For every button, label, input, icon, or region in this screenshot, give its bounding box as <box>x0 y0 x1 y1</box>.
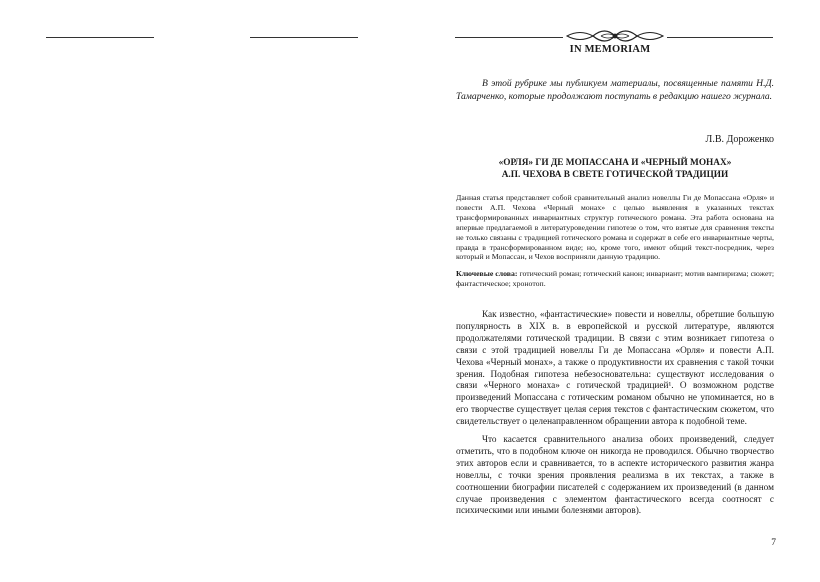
article-keywords <box>456 269 774 289</box>
article-title-line-1: «ОРЛЯ» ГИ ДЕ МОПАССАНА И «ЧЕРНЫЙ МОНАХ» <box>498 158 732 168</box>
article-title-line-2: А.П. ЧЕХОВА В СВЕТЕ ГОТИЧЕСКОЙ ТРАДИЦИИ <box>501 170 729 180</box>
left-header-rule-2 <box>250 37 358 38</box>
article-title <box>456 157 774 181</box>
ornament-icon <box>565 26 665 46</box>
section-title: IN MEMORIAM <box>569 44 651 55</box>
right-header-rule-right <box>667 37 773 38</box>
article-author: Л.В. Дороженко <box>705 134 774 145</box>
rubric-intro: В этой рубрике мы публикуем материалы, посвященные памяти Н.Д. Тамарченко, которые продолжают поступать в редакцию нашего журнала. <box>456 78 774 102</box>
body-paragraph-1: Как известно, «фантастические» повести и новеллы, обретшие большую популярность в XIX в. в европейской и русской литературе, являются продолжателями готической традиции. В связи с этим возникает гипотеза о связи с этой традицией новеллы Ги де Мопассана «Орля» и повести А.П. Чехова «Черный монах», а также о продуктивности их сравнения с такой точки зрения. Подобная гипотеза небезосновательна: существуют исследования о связи «Черного монаха» с готической традицией¹. О возможном родстве произведений Мопассана с готическим романом обычно не упоминается, но в его творчестве существует целая серия текстов с фантастическим сюжетом, что свидетельствует о целенаправленном обращении автора к подобной теме. <box>456 310 774 428</box>
keywords-text: готический роман; готический канон; инвариант; мотив вампиризма; сюжет; фантастическое; хронотоп. <box>456 269 774 288</box>
left-header-rule-1 <box>46 37 154 38</box>
right-header-rule-left <box>455 37 563 38</box>
body-paragraph-2: Что касается сравнительного анализа обоих произведений, следует отметить, что в подобном ключе он никогда не проводился. Обычно творчество этих авторов если и сравнивается, то в аспекте исторического развития жанра новеллы, с точки зрения проявления реализма в их текстах, а также в соотношении биографии писателей с содержанием их произведений (в данном случае произведения с элементом фантастического всегда соотносят с психическими или иными болезнями авторов). <box>456 435 774 517</box>
page-number: 7 <box>771 538 776 548</box>
article-abstract: Данная статья представляет собой сравнительный анализ новеллы Ги де Мопассана «Орля» и повести А.П. Чехова «Черный монах» с целью выявления в указанных текстах трансформированных инвариантных структур готического романа. Эта работа основана на впервые предлагаемой в литературоведении гипотезе о том, что взятые для сравнения тексты не только связаны с традицией готического романа и содержат в себе его инвариантные черты, правда в трансформированном виде; но, кроме того, имеют общий текст-посредник, через который и Мопассан, и Чехов восприняли данную традицию. <box>456 193 774 262</box>
keywords-label: Ключевые слова: <box>456 269 518 278</box>
